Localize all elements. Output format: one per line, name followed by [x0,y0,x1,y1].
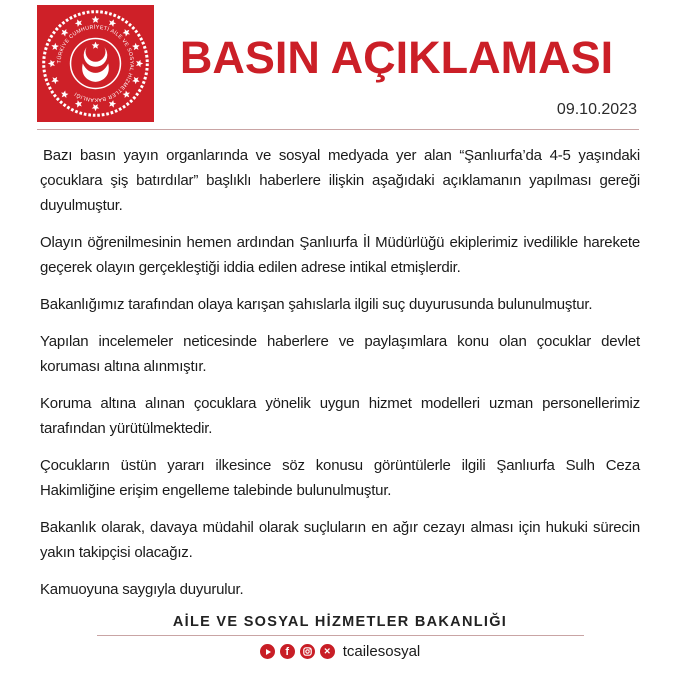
emblem-ring-text: TÜRKİYE CUMHURİYETİ AİLE VE SOSYAL HİZMETLER BAKANLIĞI [56,24,135,103]
instagram-glyph [303,647,312,656]
youtube-icon [260,644,275,659]
ministry-seal-icon [39,7,152,120]
footer-rule [97,635,584,636]
title-wrap [154,5,639,101]
paragraph: Olayın öğrenilmesinin hemen ardından Şanlıurfa İl Müdürlüğü ekiplerimiz ivedilikle harekete geçerek olayın gerçekleştiği iddia edilen adrese intikal etmişlerdir. [40,234,640,276]
press-release-title: BASIN AÇIKLAMASI [179,32,614,83]
instagram-icon [300,644,315,659]
paragraph: Bakanlık olarak, davaya müdahil olarak suçluların en ağır cezayı alması için hukuki sürecin yakın takipçisi olacağız. [40,519,640,561]
x-icon [320,644,335,659]
youtube-play-shape [266,649,271,655]
facebook-icon [280,644,295,659]
paragraph: Kamuoyuna saygıyla duyurulur. [40,581,244,598]
footer [0,614,680,660]
paragraph: Koruma altına alınan çocuklara yönelik uygun hizmet modelleri uzman personellerimiz tarafından yürütülmektedir. [40,395,640,437]
ministry-name: AİLE VE SOSYAL HİZMETLER BAKANLIĞI [172,614,508,630]
paragraph: Çocukların üstün yararı ilkesince söz konusu görüntülerle ilgili Şanlıurfa Sulh Ceza Hakimliğine erişim engelleme talebinde bulunulmuştur. [40,457,640,499]
social-row [0,643,680,660]
ministry-logo-block [37,5,154,122]
paragraph: Bakanlığımız tarafından olaya karışan şahıslarla ilgili suç duyurusunda bulunulmuştur. [40,296,593,313]
header-right [154,5,639,122]
social-handle: tcailesosyal [342,643,421,660]
paragraph: Bazı basın yayın organlarında ve sosyal medyada yer alan “Şanlıurfa’da 4-5 yaşındaki çocuklara şiş batırdılar” başlıklı haberlere ilişkin aşağıdaki açıklamanın yapılması gereği duyulmuştur. [40,147,640,214]
release-date: 09.10.2023 [556,101,637,118]
header [0,0,680,122]
press-release-body [0,130,680,602]
paragraph: Yapılan incelemeler neticesinde haberlere ve paylaşımlara konu olan çocuklar devlet koruması altına alınmıştır. [40,333,640,375]
